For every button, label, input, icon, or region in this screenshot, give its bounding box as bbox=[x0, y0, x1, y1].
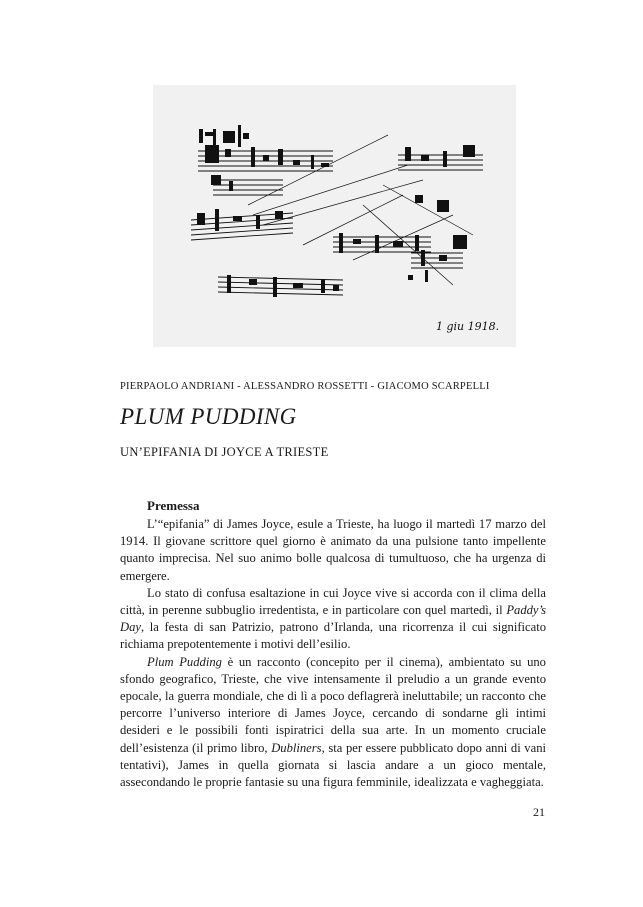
body-text bbox=[120, 516, 546, 791]
text-run: L’“epifania” di James Joyce, esule a Trieste, ha luogo il martedì 17 marzo del 1914. Il giovane scrittore quel giorno è animato da una pulsione tanto impellente quanto imprecisa. Nel suo animo bolle qualcosa di tumultuoso, che ha urgenza di emergere. bbox=[120, 517, 546, 583]
italic-run: Dubliners bbox=[271, 740, 322, 755]
page-number: 21 bbox=[533, 805, 545, 819]
text-run: Lo stato di confusa esaltazione in cui Joyce vive si accorda con il clima della città, in perenne subbuglio irredentista, e in particolare con quel martedì, il bbox=[120, 585, 546, 618]
italic-run: Paddy’s Day bbox=[120, 603, 546, 635]
frontispiece-image bbox=[153, 85, 516, 347]
paragraph bbox=[120, 516, 546, 585]
paragraph bbox=[120, 585, 546, 654]
text-run: , la festa di san Patrizio, patrono d’Irlanda, una ricorrenza il cui significato richiama prepotentemente i motivi dell’esilio. bbox=[120, 620, 546, 652]
paragraph bbox=[120, 654, 546, 792]
text-run: , sta per essere pubblicato dopo anni di vani tentativi), James in quella giornata si lascia andare a un gioco mentale, assecondando le proprie fantasie su una figura femminile, idealizzata e vagheggiata. bbox=[120, 740, 546, 790]
musical-manuscript-sketch bbox=[153, 85, 516, 347]
section-heading: Premessa bbox=[147, 498, 200, 513]
text-run: è un racconto (concepito per il cinema), ambientato su uno sfondo geografico, Trieste, che vive intensamente il preludio a un grande evento epocale, la guerra mondiale, che di lì a poco deflagrerà ineluttabile; un racconto che percorre l’universo interiore di James Joyce, cercando di sondarne gli intimi desideri e le possibili fonti ispiratrici della sua arte. In un momento cruciale dell’esistenza (il primo libro, bbox=[120, 654, 546, 755]
signature-note: 1 giu 1918. bbox=[436, 320, 500, 333]
authors-line: PIERPAOLO ANDRIANI - ALESSANDRO ROSSETTI - GIACOMO SCARPELLI bbox=[120, 381, 490, 392]
article-title: PLUM PUDDING bbox=[120, 404, 297, 429]
article-subtitle: UN’EPIFANIA DI JOYCE A TRIESTE bbox=[120, 445, 329, 459]
italic-run: Plum Pudding bbox=[147, 654, 222, 669]
